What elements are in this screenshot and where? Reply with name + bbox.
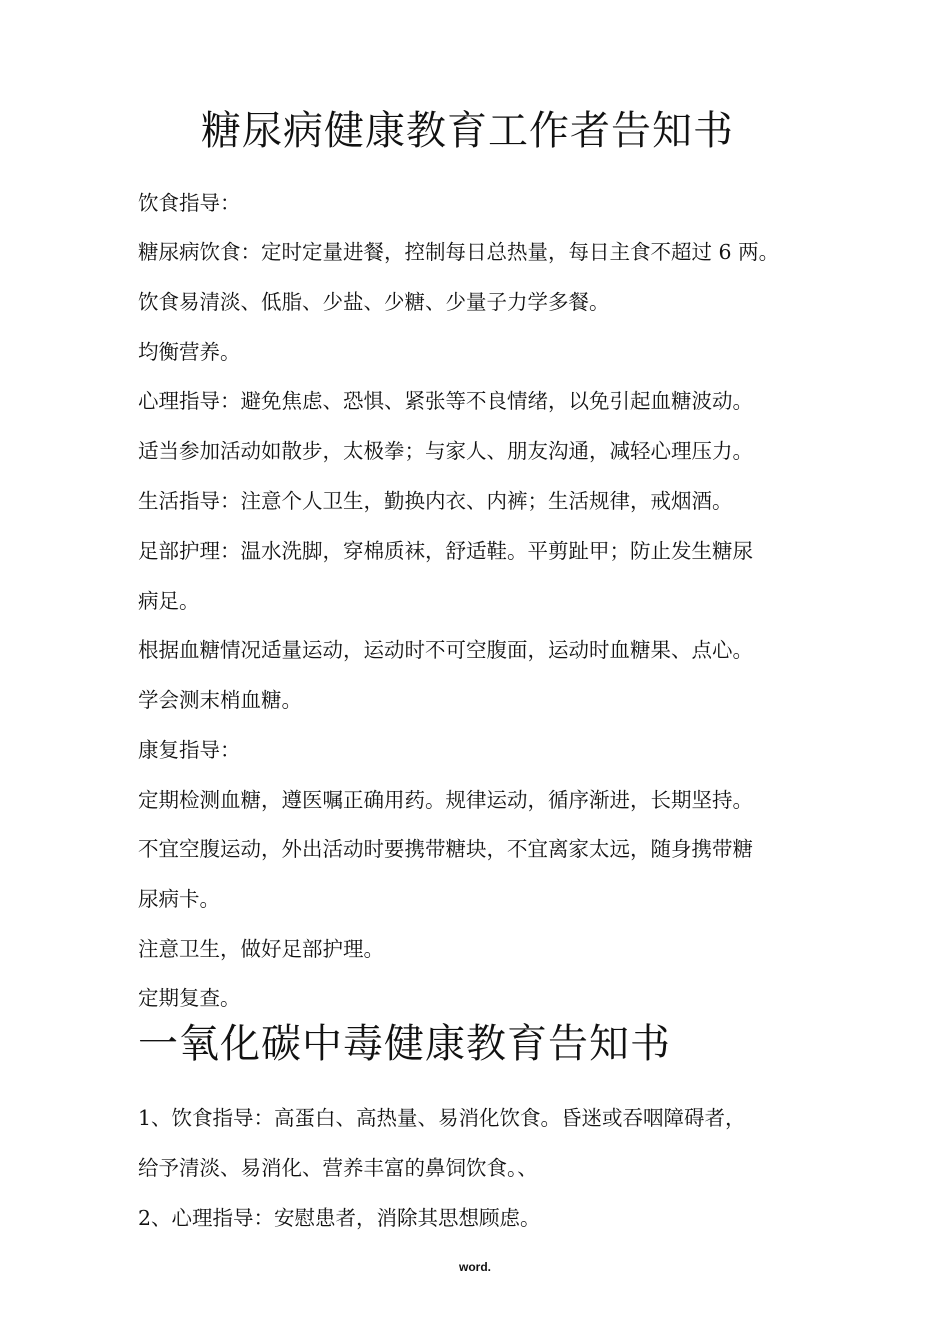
- page-footer: word.: [459, 1260, 491, 1274]
- diabetes-text-line: 足部护理：温水洗脚，穿棉质袜，舒适鞋。平剪趾甲；防止发生糖尿: [138, 539, 753, 563]
- co-poisoning-text-line: 给予清淡、易消化、营养丰富的鼻饲饮食。、: [138, 1156, 538, 1180]
- diabetes-text-line: 均衡营养。: [138, 340, 241, 364]
- co-poisoning-text-line: 2、心理指导：安慰患者，消除其思想顾虑。: [138, 1206, 541, 1230]
- diabetes-text-line: 病足。: [138, 589, 200, 613]
- co-poisoning-text-line: 1、饮食指导：高蛋白、高热量、易消化饮食。昏迷或吞咽障碍者，: [138, 1106, 746, 1130]
- diabetes-text-line: 尿病卡。: [138, 887, 220, 911]
- diabetes-text-line: 饮食指导：: [138, 191, 241, 215]
- diabetes-text-line: 心理指导：避免焦虑、恐惧、紧张等不良情绪，以免引起血糖波动。: [138, 389, 753, 413]
- diabetes-text-line: 定期检测血糖，遵医嘱正确用药。规律运动，循序渐进，长期坚持。: [138, 788, 753, 812]
- diabetes-text-line: 注意卫生，做好足部护理。: [138, 937, 384, 961]
- diabetes-text-line: 生活指导：注意个人卫生，勤换内衣、内裤；生活规律，戒烟酒。: [138, 489, 733, 513]
- document-title-diabetes: 糖尿病健康教育工作者告知书: [201, 108, 734, 154]
- diabetes-text-line: 饮食易清淡、低脂、少盐、少糖、少量子力学多餐。: [138, 290, 610, 314]
- diabetes-text-line: 定期复查。: [138, 986, 241, 1010]
- document-title-co-poisoning: 一氧化碳中毒健康教育告知书: [138, 1021, 671, 1067]
- diabetes-text-line: 糖尿病饮食：定时定量进餐，控制每日总热量，每日主食不超过 6 两。: [138, 240, 780, 264]
- diabetes-text-line: 根据血糖情况适量运动，运动时不可空腹面，运动时血糖果、点心。: [138, 638, 753, 662]
- diabetes-text-line: 适当参加活动如散步，太极拳；与家人、朋友沟通，减轻心理压力。: [138, 439, 753, 463]
- diabetes-text-line: 学会测末梢血糖。: [138, 688, 302, 712]
- diabetes-text-line: 不宜空腹运动，外出活动时要携带糖块，不宜离家太远，随身携带糖: [138, 837, 753, 861]
- diabetes-text-line: 康复指导：: [138, 738, 241, 762]
